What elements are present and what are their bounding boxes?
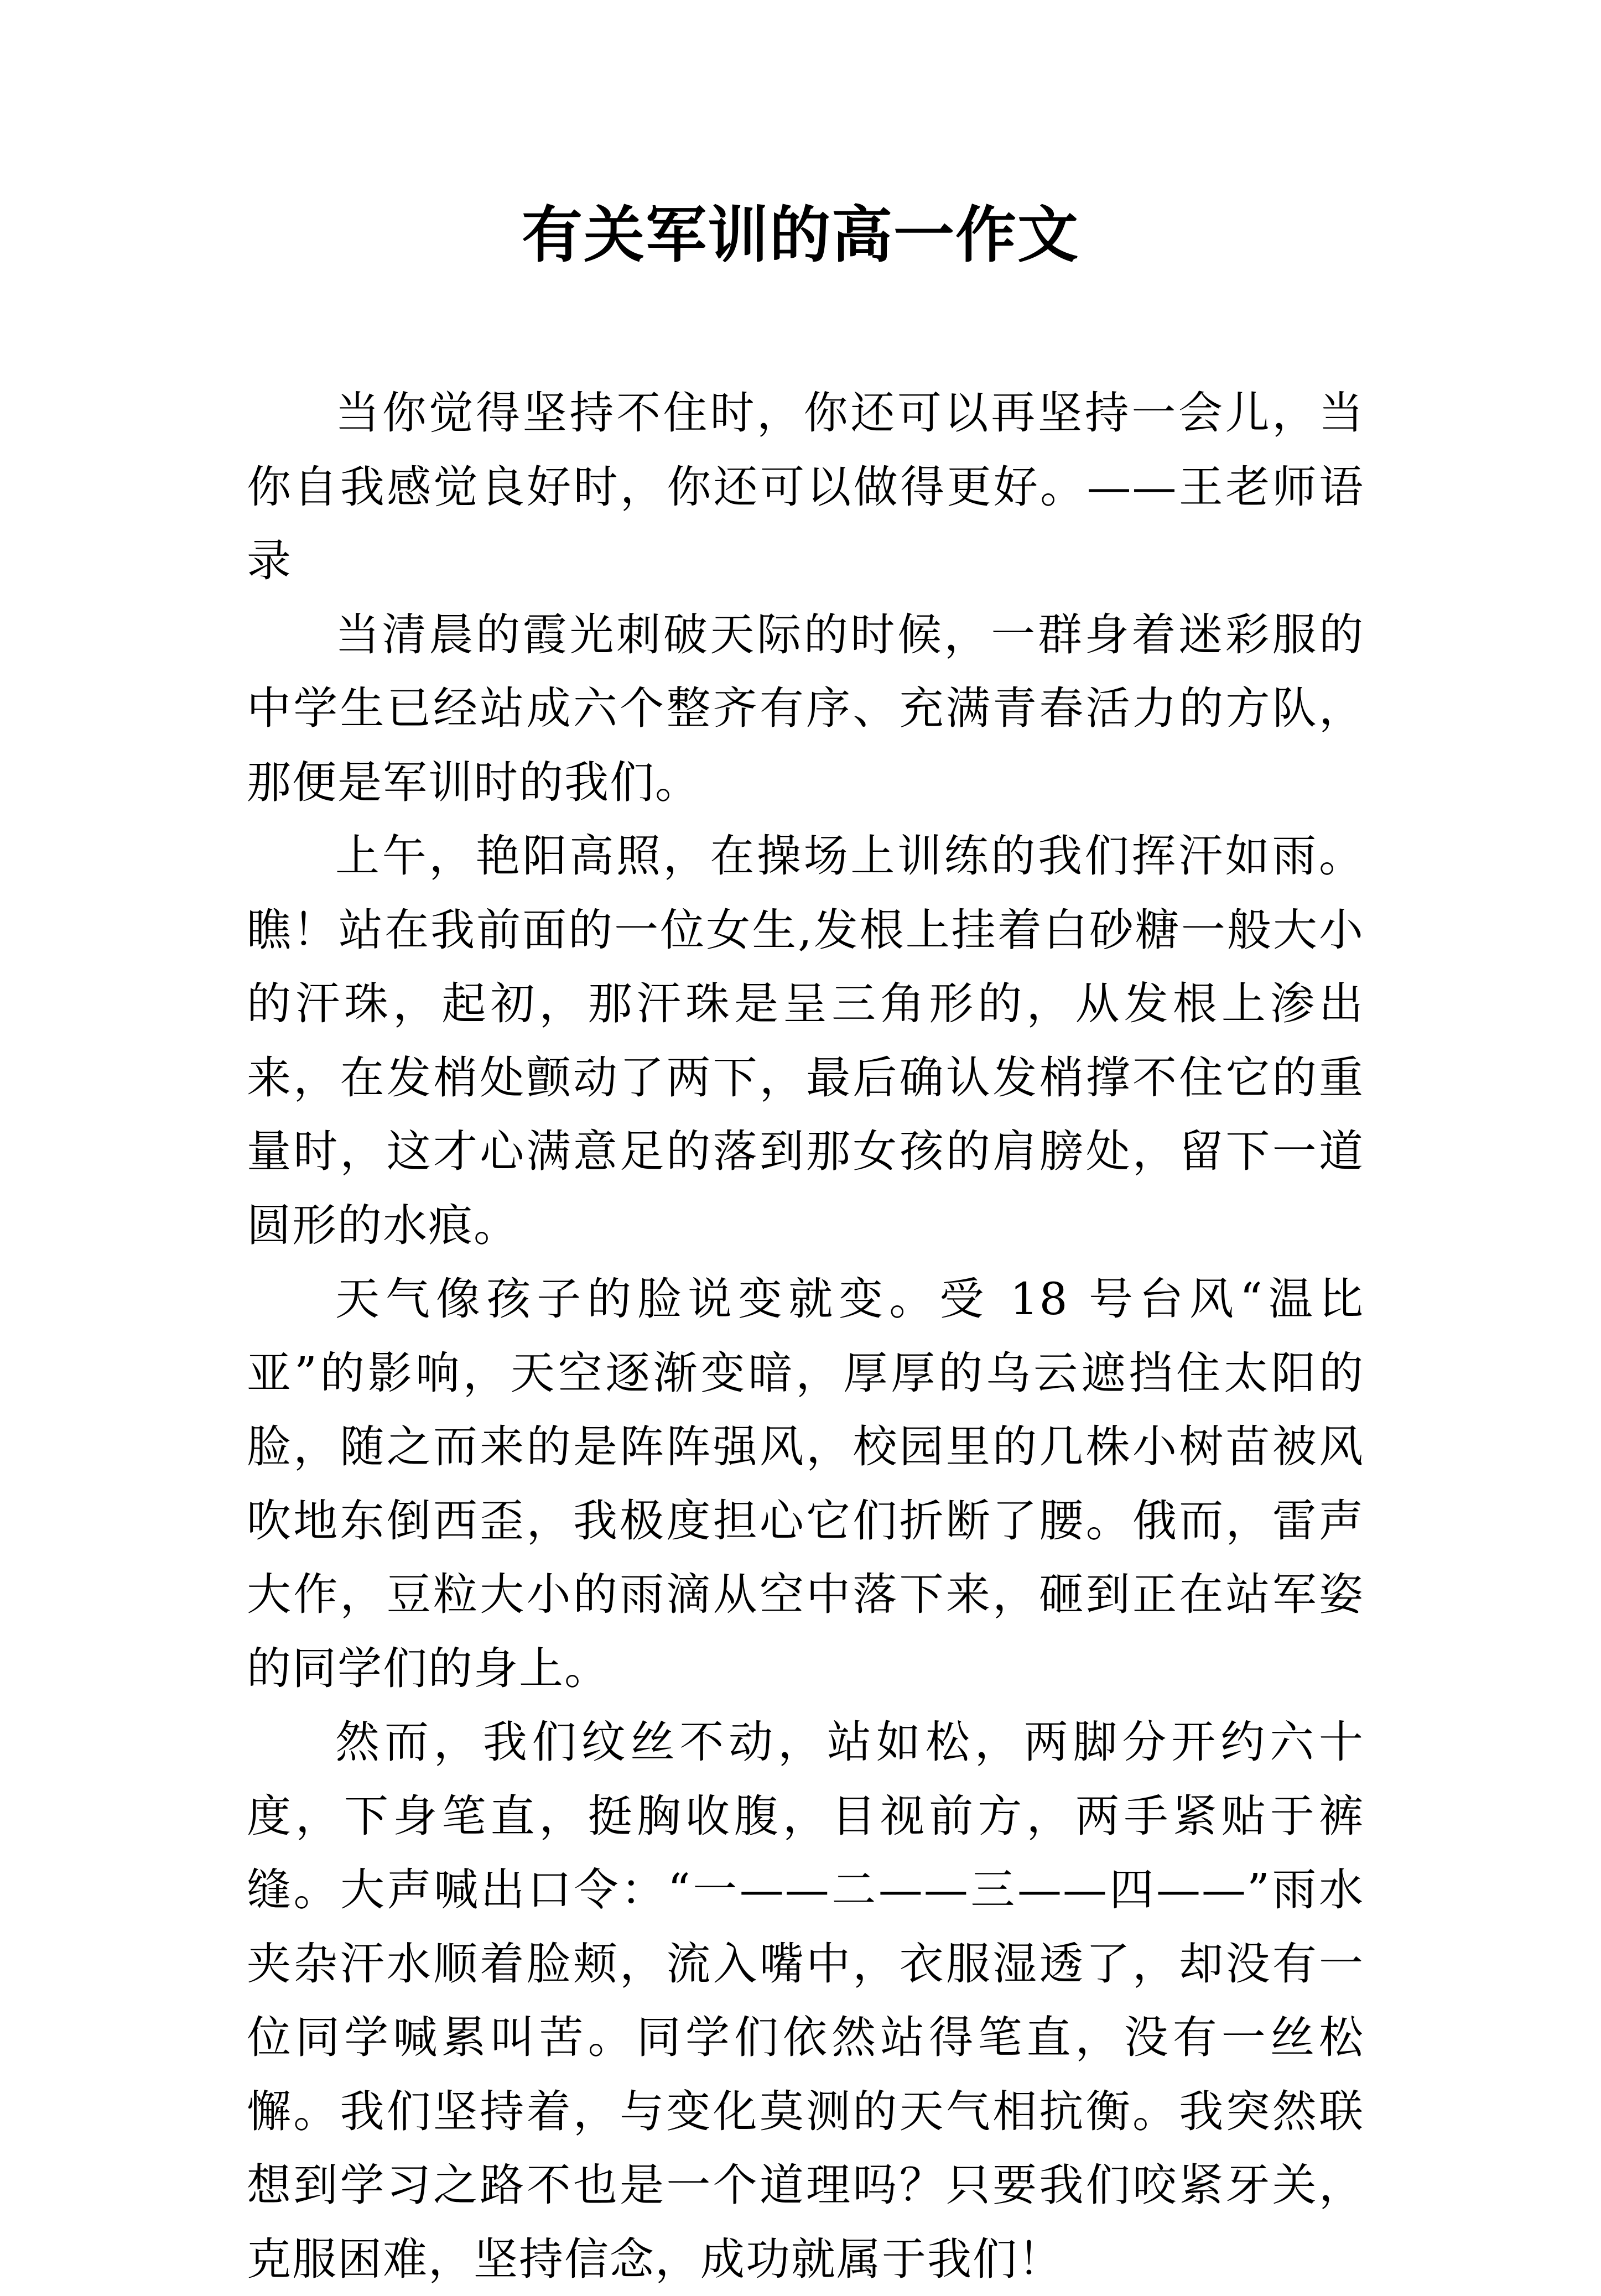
paragraph-weather: 天气像孩子的脸说变就变。受 18 号台风“温比亚”的影响，天空逐渐变暗，厚厚的乌云遮挡住太阳的脸，随之而来的是阵阵强风，校园里的几株小树苗被风吹地东倒西歪，我极度担心它们折断了腰。俄而，雷声大作，豆粒大小的雨滴从空中落下来，砸到正在站军姿的同学们的身上。 [247, 1273, 1364, 1694]
paragraph-sweat: 上午，艳阳高照，在操场上训练的我们挥汗如雨。瞧！站在我前面的一位女生,发根上挂着白砂糖一般大小的汗珠，起初，那汗珠是呈三角形的，从发根上渗出来，在发梢处颤动了两下，最后确认发梢撑不住它的重量时，这才心满意足的落到那女孩的肩膀处，留下一道圆形的水痕。 [247, 830, 1364, 1251]
document-body [247, 376, 1364, 2296]
paragraph-persistence: 然而，我们纹丝不动，站如松，两脚分开约六十度，下身笔直，挺胸收腹，目视前方，两手紧贴于裤缝。大声喊出口令：“一——二——三——四——”雨水夹杂汗水顺着脸颊，流入嘴中，衣服湿透了，却没有一位同学喊累叫苦。同学们依然站得笔直，没有一丝松懈。我们坚持着，与变化莫测的天气相抗衡。我突然联想到学习之路不也是一个道理吗？只要我们咬紧牙关，克服困难，坚持信念，成功就属于我们！ [247, 1716, 1364, 2285]
document-title: 有关军训的高一作文 [522, 199, 1079, 270]
paragraph-quote: 当你觉得坚持不住时，你还可以再坚持一会儿，当你自我感觉良好时，你还可以做得更好。——王老师语录 [247, 387, 1364, 586]
paragraph-morning: 当清晨的霞光刺破天际的时候，一群身着迷彩服的中学生已经站成六个整齐有序、充满青春活力的方队，那便是军训时的我们。 [247, 608, 1364, 808]
